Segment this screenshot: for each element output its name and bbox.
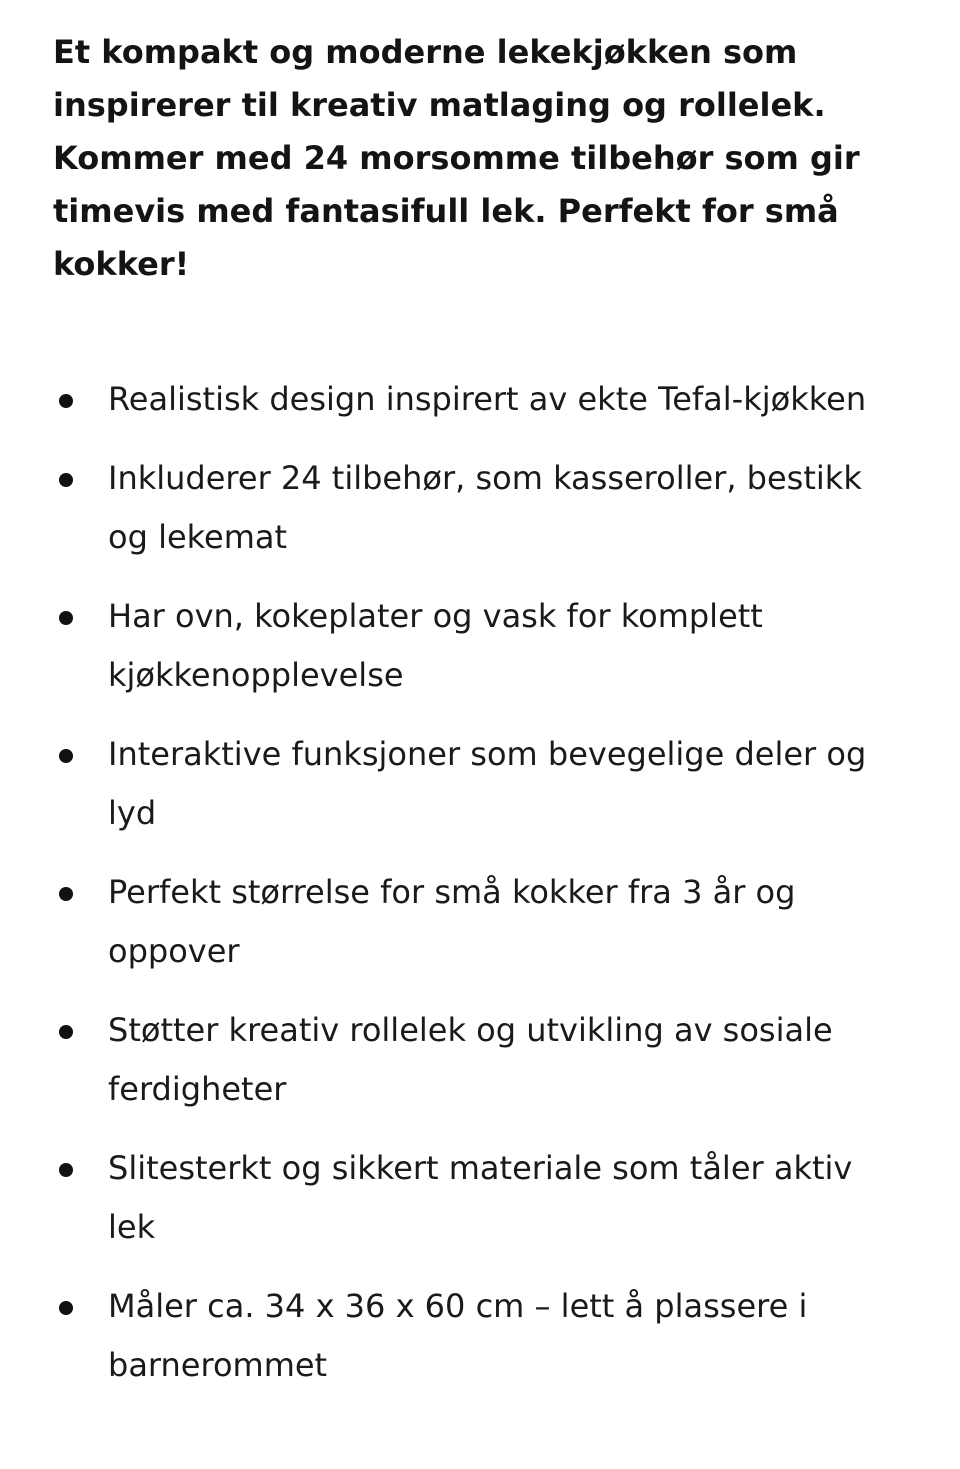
feature-item [53,863,903,981]
feature-item [53,449,903,567]
feature-text: Interaktive funksjoner som bevegelige deler og lyd [108,735,867,832]
bullet-icon [59,394,73,408]
feature-text: Perfekt størrelse for små kokker fra 3 år og oppover [108,873,796,970]
intro-paragraph: Et kompakt og moderne lekekjøkken som inspirerer til kreativ matlaging og rollelek. Kommer med 24 morsomme tilbehør som gir timevis med fantasifull lek. Perfekt for små kokker! [53,33,860,283]
bullet-icon [59,611,73,625]
feature-text: Slitesterkt og sikkert materiale som tåler aktiv lek [108,1149,853,1246]
feature-list [53,370,903,1395]
bullet-icon [59,749,73,763]
feature-item [53,1001,903,1119]
bullet-icon [59,473,73,487]
bullet-icon [59,1301,73,1315]
feature-text: Realistisk design inspirert av ekte Tefal-kjøkken [108,380,867,418]
feature-item [53,370,903,429]
feature-text: Støtter kreativ rollelek og utvikling av sosiale ferdigheter [108,1011,833,1108]
feature-item [53,1277,903,1395]
feature-item [53,725,903,843]
feature-text: Har ovn, kokeplater og vask for komplett kjøkkenopplevelse [108,597,763,694]
feature-text: Inkluderer 24 tilbehør, som kasseroller, bestikk og lekemat [108,459,862,556]
bullet-icon [59,1163,73,1177]
feature-item [53,1139,903,1257]
feature-text: Måler ca. 34 x 36 x 60 cm – lett å plassere i barnerommet [108,1287,808,1384]
bullet-icon [59,1025,73,1039]
bullet-icon [59,887,73,901]
feature-item [53,587,903,705]
